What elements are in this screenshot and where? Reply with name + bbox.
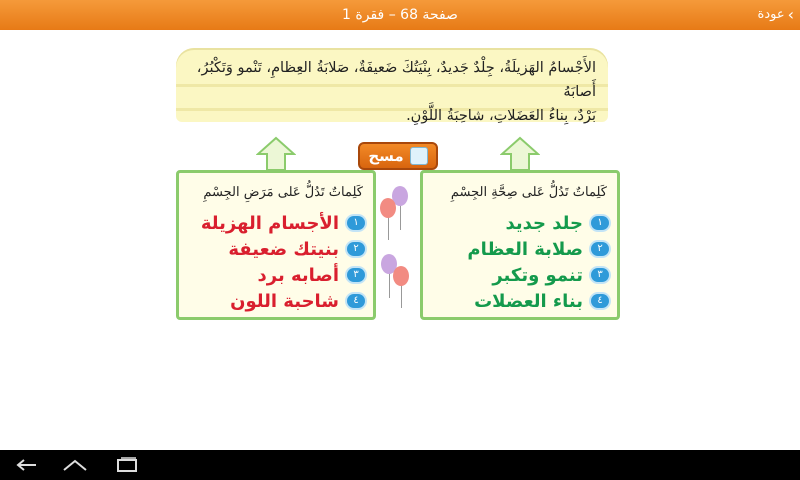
page-title: صفحة 68 – فقرة 1: [342, 7, 458, 23]
word-list: [435, 210, 609, 314]
health-words-card: [420, 170, 620, 320]
balloon-icon: [393, 266, 409, 286]
number-badge: ١: [347, 216, 365, 230]
paragraph-banner: [176, 48, 608, 122]
card-caption: كَلِماتٌ تَدُلُّ عَلى مَرَضِ الجِسْمِ: [203, 185, 363, 200]
up-arrow-icon: [500, 136, 540, 172]
recent-apps-icon[interactable]: [112, 455, 142, 475]
top-bar: [0, 0, 800, 30]
number-badge: ٤: [591, 294, 609, 308]
balloon-icon: [380, 198, 396, 218]
number-badge: ٤: [347, 294, 365, 308]
word-text: الأجسام الهزيلة: [200, 212, 339, 234]
number-badge: ٢: [591, 242, 609, 256]
balloon-string: [389, 272, 390, 298]
number-badge: ٢: [347, 242, 365, 256]
word-text: تنمو وتكبر: [492, 264, 583, 286]
list-item[interactable]: [435, 262, 609, 288]
word-text: أصابه برد: [257, 264, 339, 286]
paragraph-line-1: الأَجْسامُ الهَزيلَةُ، جِلْدٌ جَديدٌ، بِنْيَتُكَ ضَعيفَةٌ، صَلابَةُ العِظامِ، تَنْمو وَتَكْبُرُ، أَصابَهُ: [196, 60, 596, 100]
number-badge: ٣: [591, 268, 609, 282]
eraser-icon: [410, 147, 428, 165]
balloon-string: [400, 204, 401, 230]
list-item[interactable]: [435, 236, 609, 262]
card-caption: كَلِماتٌ تَدُلُّ عَلى صِحَّةِ الجِسْمِ: [450, 185, 607, 200]
list-item[interactable]: [435, 288, 609, 314]
back-button[interactable]: [758, 0, 794, 30]
list-item[interactable]: [191, 210, 365, 236]
up-arrow-icon: [256, 136, 296, 172]
word-text: شاحبة اللون: [230, 290, 339, 312]
word-text: جلد جديد: [505, 212, 583, 234]
chevron-left-icon: ‹: [787, 5, 794, 24]
word-list: [191, 210, 365, 314]
list-item[interactable]: [191, 236, 365, 262]
list-item[interactable]: [435, 210, 609, 236]
sickness-words-card: [176, 170, 376, 320]
back-label: عودة: [757, 7, 785, 22]
list-item[interactable]: [191, 262, 365, 288]
list-item[interactable]: [191, 288, 365, 314]
back-icon[interactable]: [12, 455, 42, 475]
paragraph-line-2: بَرْدٌ، بِناءُ العَضَلاتِ، شاحِبَةُ اللَّوْنِ.: [406, 108, 596, 124]
number-badge: ٣: [347, 268, 365, 282]
system-nav-bar: [0, 450, 800, 480]
home-icon[interactable]: [60, 455, 90, 475]
word-text: بناء العضلات: [474, 290, 583, 312]
erase-label: مسح: [368, 147, 404, 165]
word-text: صلابة العظام: [467, 238, 583, 260]
paragraph-text: [186, 56, 596, 128]
erase-button[interactable]: [358, 142, 438, 170]
number-badge: ١: [591, 216, 609, 230]
word-text: بنيتك ضعيفة: [228, 238, 339, 260]
